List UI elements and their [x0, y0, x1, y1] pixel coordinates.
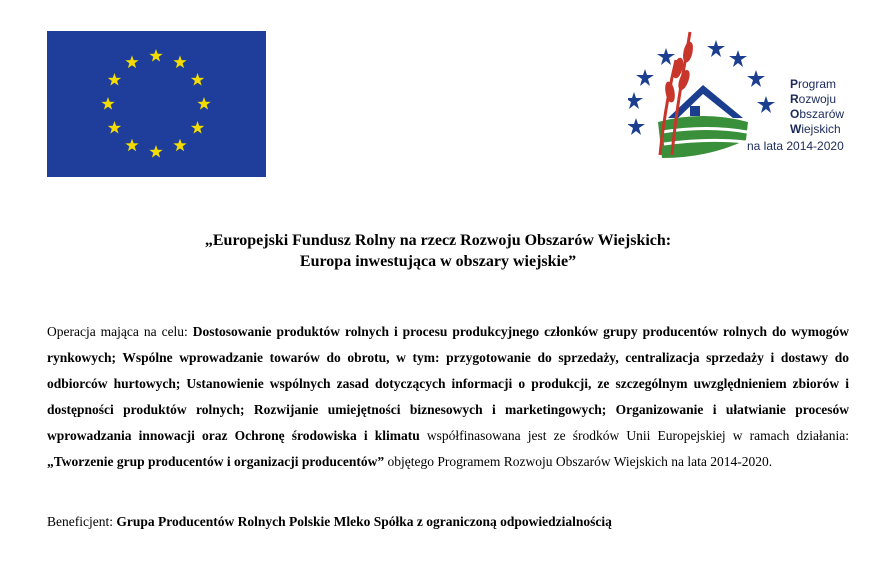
- beneficiary-lead: Beneficjent:: [47, 514, 117, 529]
- operation-lead: Operacja mająca na celu:: [47, 324, 193, 339]
- prow-line1-rest: rogram: [798, 77, 837, 91]
- beneficiary-name: Grupa Producentów Rolnych Polskie Mleko Spółka z ograniczoną odpowiedzialnością: [116, 514, 612, 529]
- prow-star: [747, 70, 765, 87]
- beneficiary: [47, 514, 612, 530]
- prow-star: [628, 118, 645, 135]
- prow-star: [757, 96, 775, 113]
- prow-line2-rest: ozwoju: [798, 92, 837, 106]
- prow-line2-cap: R: [790, 92, 799, 106]
- prow-line3-rest: bszarów: [799, 107, 845, 121]
- operation-description: [47, 319, 849, 475]
- prow-line3-cap: O: [790, 107, 800, 121]
- prow-house-door: [690, 106, 700, 116]
- headline-line2: Europa inwestująca w obszary wiejskie”: [299, 253, 577, 270]
- prow-star: [707, 40, 725, 57]
- headline: [0, 230, 876, 272]
- prow-line1-cap: P: [790, 77, 799, 91]
- prow-years: na lata 2014-2020: [747, 139, 844, 153]
- prow-line4-rest: iejskich: [801, 122, 841, 136]
- prow-star: [628, 92, 643, 109]
- prow-star: [729, 50, 747, 67]
- operation-goal: Dostosowanie produktów rolnych i procesu produkcyjnego członków grupy producentów rolnych do wymogów rynkowych; Wspólne wprowadzanie towarów do obrotu, w tym: przygotowanie do sprzedaży, centralizacja sprzedaży i dostawy do odbiorców hurtowych; Ustanowienie wspólnych zasad dotyczących informacji o produkcji, ze szczególnym uwzględnieniem zbiorów i dostępności produktów rolnych; Rozwijanie umiejętności biznesowych i marketingowych; Organizowanie i ułatwianie procesów wprowadzania innowacji oraz Ochronę środowiska i klimatu: [47, 324, 849, 443]
- prow-star: [636, 69, 654, 86]
- operation-cofinancing: współfinasowana jest ze środków Unii Europejskiej w ramach działania:: [419, 428, 849, 443]
- prow-program-name: [790, 77, 844, 137]
- prow-star: [657, 48, 675, 65]
- operation-program: objętego Programem Rozwoju Obszarów Wiejskich na lata 2014-2020.: [384, 454, 773, 469]
- prow-line4-cap: W: [790, 122, 802, 136]
- headline-line1: „Europejski Fundusz Rolny na rzecz Rozwoju Obszarów Wiejskich:: [204, 232, 672, 249]
- operation-action: „Tworzenie grup producentów i organizacji producentów”: [47, 454, 385, 469]
- eu-flag-logo: [47, 31, 266, 177]
